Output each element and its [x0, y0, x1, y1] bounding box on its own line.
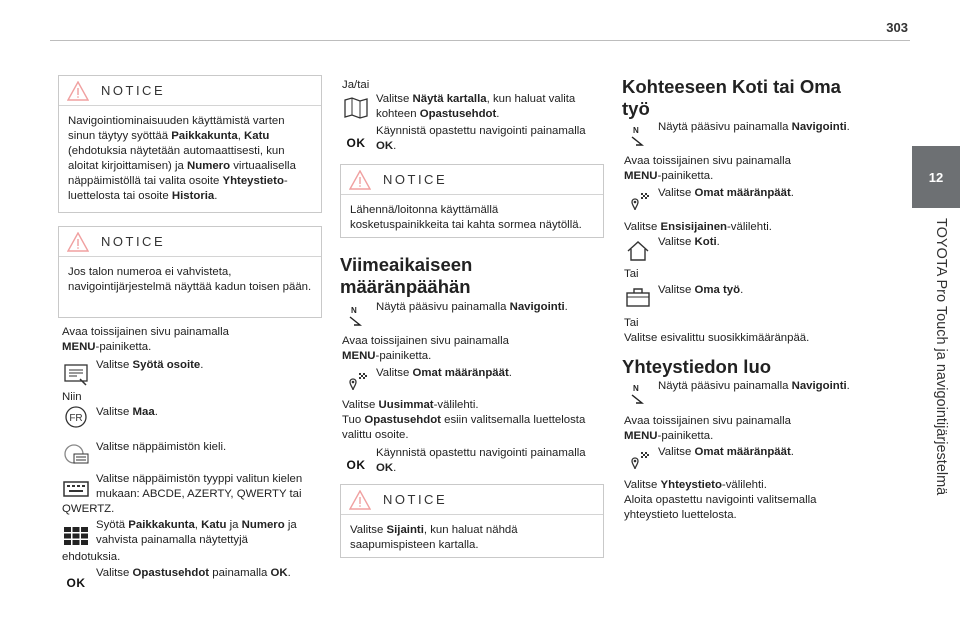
- svg-text:N: N: [633, 126, 639, 135]
- paragraph-uusimmat: Valitse Uusimmat-välilehti. Tuo Opastusehdot esiin valitsemalla luettelosta valittu osoite.: [342, 399, 586, 441]
- notice-text: Lähennä/loitonna käyttämällä kosketuspainikkeita tai kahta sormea näytöllä.: [350, 204, 582, 231]
- top-rule: [50, 40, 910, 41]
- navigation-icon[interactable]: [624, 123, 652, 149]
- paragraph-ensisijainen: Valitse Ensisijainen-välilehti.: [624, 221, 772, 233]
- notice-header: [59, 76, 321, 106]
- paragraph-ehdotuksia: ehdotuksia.: [62, 551, 121, 563]
- paragraph-tai: Tai: [624, 268, 639, 280]
- step-omat-2: Valitse Omat määränpäät.: [658, 446, 794, 458]
- paragraph-yhteystieto: Valitse Yhteystieto-välilehti. Aloita opastettu navigointi valitsemalla yhteystieto luettelosta.: [624, 479, 817, 521]
- step-paasivu: Näytä pääsivu painamalla Navigointi.: [658, 121, 850, 133]
- notice-header: [341, 165, 603, 195]
- ok-button-icon[interactable]: OK: [346, 457, 366, 472]
- notice-title: NOTICE: [101, 234, 166, 249]
- destinations-icon[interactable]: [624, 190, 652, 216]
- notice-box-4: [340, 484, 604, 558]
- step-oma-tyo: Valitse Oma työ.: [658, 284, 744, 296]
- notice-title: NOTICE: [383, 492, 448, 507]
- step-paasivu: Näytä pääsivu painamalla Navigointi.: [376, 301, 568, 313]
- step-tyyppi: Valitse näppäimistön tyyppi valitun kielen mukaan: ABCDE, AZERTY, QWERTY tai: [96, 473, 303, 500]
- notice-text: Navigointiominaisuuden käyttämistä varten sinun täytyy syöttää Paikkakunta, Katu (ehdotuksia näytetään automaattisesti, kun aloitat kirjoittamisen) ja Numero virtuaalisella näppäimistöllä tai valita osoite Yhteystieto-luettelosta tai osoite Historia.: [68, 115, 296, 202]
- notice-header: [59, 227, 321, 257]
- step-syota-osoite: Valitse Syötä osoite.: [96, 359, 204, 371]
- paragraph-niin: Niin: [62, 391, 82, 403]
- notice-box-2: [58, 226, 322, 318]
- keyboard-type-icon[interactable]: [62, 476, 90, 502]
- notice-title: NOTICE: [101, 83, 166, 98]
- paragraph-menu: Avaa toissijainen sivu painamalla MENU-painiketta.: [62, 326, 229, 353]
- notice-box-3: [340, 164, 604, 238]
- ok-button-icon[interactable]: OK: [346, 135, 366, 150]
- chapter-tab[interactable]: 12: [912, 146, 960, 208]
- step-nayta-kartalla: Valitse Näytä kartalla, kun haluat valita kohteen Opastusehdot.: [376, 93, 576, 120]
- chapter-title: TOYOTA Pro Touch ja navigointijärjestelmä: [933, 218, 949, 496]
- step-kieli: Valitse näppäimistön kieli.: [96, 441, 227, 453]
- heading-koti: Kohteeseen Koti tai Oma työ: [622, 76, 841, 119]
- paragraph-tai-esivalittu: Tai Valitse esivalittu suosikkimääränpää.: [624, 317, 810, 344]
- notice-text: Jos talon numeroa ei vahvisteta, navigointijärjestelmä näyttää kadun toisen pään.: [68, 266, 312, 293]
- navigation-icon[interactable]: [342, 303, 370, 329]
- warning-icon: [67, 81, 89, 101]
- step-syota-katu: Syötä Paikkakunta, Katu ja Numero ja vahvista painamalla näytettyjä: [96, 519, 297, 546]
- svg-text:FR: FR: [69, 413, 83, 424]
- warning-icon: [349, 490, 371, 510]
- step-opastusehdot: Valitse Opastusehdot painamalla OK.: [96, 567, 291, 579]
- keyboard-language-icon[interactable]: [62, 441, 90, 467]
- country-fr-icon[interactable]: [62, 404, 90, 430]
- paragraph-menu: Avaa toissijainen sivu painamalla MENU-painiketta.: [624, 155, 791, 182]
- ok-button-icon[interactable]: OK: [66, 575, 86, 590]
- destinations-icon[interactable]: [342, 370, 370, 396]
- paragraph-menu-2: Avaa toissijainen sivu painamalla MENU-painiketta.: [624, 415, 791, 442]
- notice-title: NOTICE: [383, 172, 448, 187]
- paragraph-menu: Avaa toissijainen sivu painamalla MENU-painiketta.: [342, 335, 509, 362]
- svg-text:N: N: [633, 384, 639, 393]
- step-maa: Valitse Maa.: [96, 406, 158, 418]
- step-paasivu-2: Näytä pääsivu painamalla Navigointi.: [658, 380, 850, 392]
- notice-header: [341, 485, 603, 515]
- step-kaynnista-2: Käynnistä opastettu navigointi painamalla OK.: [376, 447, 586, 474]
- heading-viimeaikaiseen: Viimeaikaiseen määränpäähän: [340, 254, 473, 297]
- page-number: 303: [886, 20, 908, 35]
- destinations-icon[interactable]: [624, 449, 652, 475]
- home-icon[interactable]: [624, 238, 652, 264]
- navigation-icon[interactable]: [624, 381, 652, 407]
- step-omat: Valitse Omat määränpäät.: [376, 367, 512, 379]
- map-icon[interactable]: [342, 95, 370, 121]
- svg-text:N: N: [351, 306, 357, 315]
- notice-box-1: [58, 75, 322, 213]
- step-kaynnista: Käynnistä opastettu navigointi painamalla OK.: [376, 125, 586, 152]
- heading-yhteystiedon: Yhteystiedon luo: [622, 356, 772, 377]
- warning-icon: [349, 170, 371, 190]
- paragraph-ja-tai: Ja/tai: [342, 79, 370, 91]
- warning-icon: [67, 232, 89, 252]
- address-entry-icon[interactable]: [62, 361, 90, 387]
- suggestion-list-icon[interactable]: [62, 523, 90, 549]
- step-omat: Valitse Omat määränpäät.: [658, 187, 794, 199]
- notice-text: Valitse Sijainti, kun haluat nähdä saapumispisteen kartalla.: [350, 524, 518, 551]
- paragraph-qwertz: QWERTZ.: [62, 503, 115, 515]
- step-koti: Valitse Koti.: [658, 236, 720, 248]
- work-icon[interactable]: [624, 284, 652, 310]
